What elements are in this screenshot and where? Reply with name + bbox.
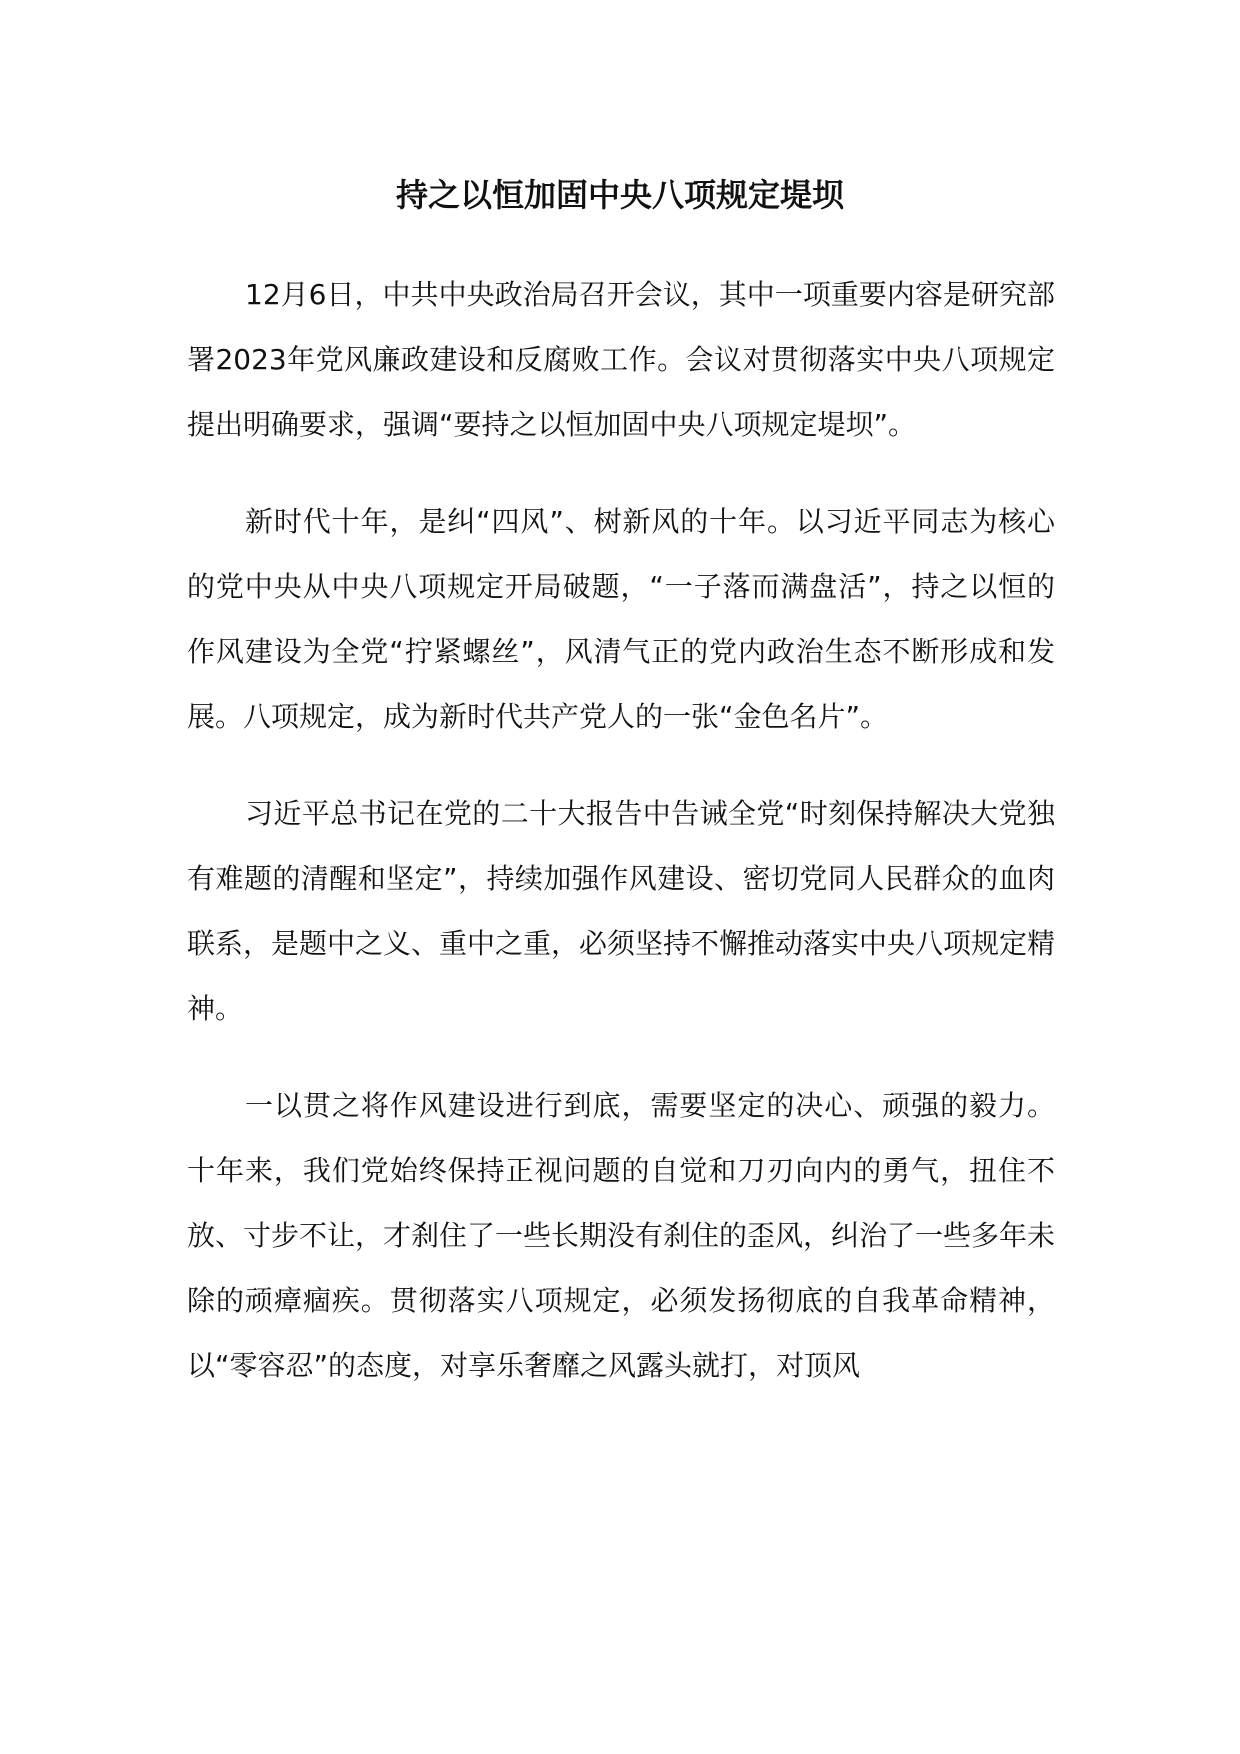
document-title: 持之以恒加固中央八项规定堤坝 xyxy=(395,176,844,214)
document-body xyxy=(187,262,1055,1430)
paragraph-3: 习近平总书记在党的二十大报告中告诫全党“时刻保持解决大党独有难题的清醒和坚定”，持续加强作风建设、密切党同人民群众的血肉联系，是题中之义、重中之重，必须坚持不懈推动落实中央八项规定精神。 xyxy=(187,797,1056,1025)
paragraph-4: 一以贯之将作风建设进行到底，需要坚定的决心、顽强的毅力。十年来，我们党始终保持正视问题的自觉和刀刃向内的勇气，扭住不放、寸步不让，才刹住了一些长期没有刹住的歪风，纠治了一些多年未除的顽瘴痼疾。贯彻落实八项规定，必须发扬彻底的自我革命精神，以“零容忍”的态度，对享乐奢靡之风露头就打，对顶风 xyxy=(187,1089,1056,1382)
paragraph-1: 12月6日，中共中央政治局召开会议，其中一项重要内容是研究部署2023年党风廉政建设和反腐败工作。会议对贯彻落实中央八项规定提出明确要求，强调“要持之以恒加固中央八项规定堤坝”。 xyxy=(187,278,1055,441)
paragraph-2: 新时代十年，是纠“四风”、树新风的十年。以习近平同志为核心的党中央从中央八项规定开局破题，“一子落而满盘活”，持之以恒的作风建设为全党“拧紧螺丝”，风清气正的党内政治生态不断形成和发展。八项规定，成为新时代共产党人的一张“金色名片”。 xyxy=(187,505,1055,733)
